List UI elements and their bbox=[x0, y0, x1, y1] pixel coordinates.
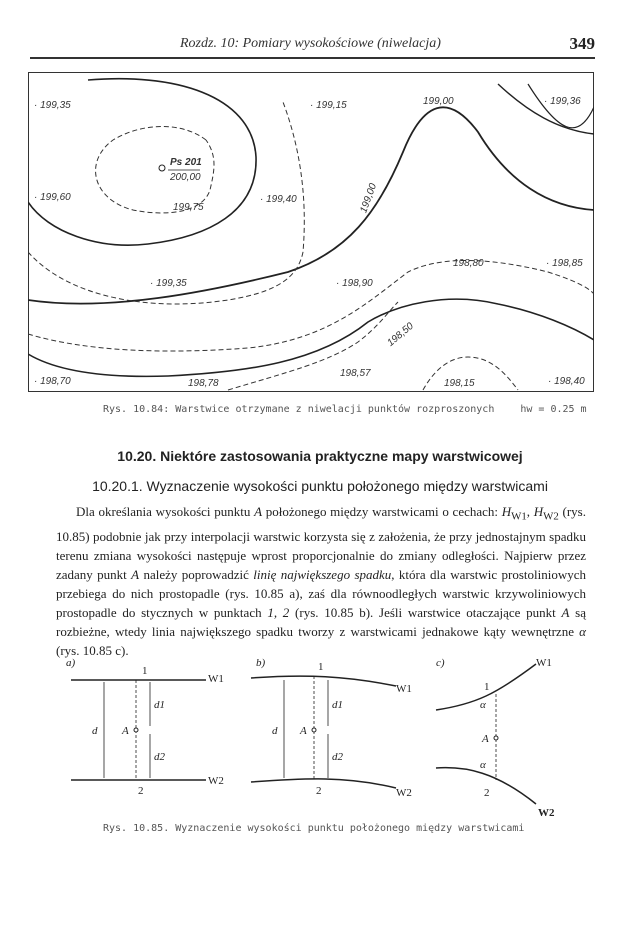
map-label: 198,50 bbox=[385, 320, 416, 349]
figure-caption: Rys. 10.85. Wyznaczenie wysokości punktu położonego między warstwicami bbox=[103, 823, 525, 834]
map-label: · 199,35 bbox=[150, 278, 187, 289]
page-number: 349 bbox=[569, 34, 595, 53]
body-text bbox=[56, 502, 586, 660]
map-label: 200,00 bbox=[170, 172, 201, 183]
subsection-heading: 10.20.1. Wyznaczenie wysokości punktu położonego między warstwicami bbox=[92, 478, 548, 494]
running-title: Rozdz. 10: Pomiary wysokościowe (niwelacja) bbox=[180, 36, 441, 51]
header-rule bbox=[30, 57, 595, 59]
map-label: Ps 201 bbox=[170, 157, 202, 168]
b-d2: d2 bbox=[332, 751, 343, 763]
a-d2: d2 bbox=[154, 751, 165, 763]
map-caption-interval: hw = 0.25 m bbox=[520, 404, 587, 415]
map-label: 198,80 bbox=[453, 258, 484, 269]
section-heading: 10.20. Niektóre zastosowania praktyczne mapy warstwicowej bbox=[117, 448, 523, 464]
map-caption-text: Rys. 10.84: Warstwice otrzymane z niwelacji punktów rozproszonych bbox=[103, 404, 495, 415]
benchmark-ps201 bbox=[159, 165, 165, 171]
a-w1: W1 bbox=[208, 673, 224, 685]
b-d: d bbox=[272, 725, 278, 737]
a-w2: W2 bbox=[208, 775, 224, 787]
contour-map bbox=[28, 72, 594, 392]
c-p1: 1 bbox=[484, 681, 490, 693]
map-caption bbox=[103, 404, 587, 415]
map-label: · 198,70 bbox=[34, 376, 71, 387]
map-label: 199,00 bbox=[423, 96, 454, 107]
map-frame bbox=[29, 73, 594, 392]
map-label: · 198,85 bbox=[546, 258, 583, 269]
a-p1: 1 bbox=[142, 665, 148, 677]
a-pA: A bbox=[122, 725, 129, 737]
map-label: · 199,36 bbox=[544, 96, 581, 107]
a-p2: 2 bbox=[138, 785, 144, 797]
b-point-A bbox=[312, 728, 316, 732]
b-d1: d1 bbox=[332, 699, 343, 711]
map-label: · 199,15 bbox=[310, 100, 347, 111]
c-p2: 2 bbox=[484, 787, 490, 799]
a-d1: d1 bbox=[154, 699, 165, 711]
a-point-A bbox=[134, 728, 138, 732]
figure-10-85 bbox=[56, 652, 596, 822]
panel-a-label: a) bbox=[66, 657, 76, 669]
map-label: 199,00 bbox=[358, 182, 380, 215]
map-label: 198,57 bbox=[340, 368, 371, 379]
map-label: 199,75 bbox=[173, 202, 204, 213]
b-p1: 1 bbox=[318, 661, 324, 673]
contour-198-25 bbox=[228, 302, 398, 390]
c-w2: W2 bbox=[538, 807, 555, 819]
c-w1: W1 bbox=[536, 657, 552, 669]
contour-198-50 bbox=[28, 299, 594, 376]
paragraph: Dla określania wysokości punktu A położonego między warstwicami o cechach: $H_{W1}$, $H_{W2}$ (rys. 10.85) podobnie jak przy interpolacji warstwic korzysta się z założenia, że przy jednostajnym spadku terenu zmiana wysokości następuje wprost proporcjonalnie do zmiany odległości. Najpierw przez zadany punkt A należy poprowadzić linię największego spadku, która dla warstwic prostoliniowych przebiega do nich prostopadle (rys. 10.85 a), zaś dla równoodległych warstwic krzywoliniowych prostopadle do stycznych w punktach 1, 2 (rys. 10.85 b). Jeśli warstwice otaczające punkt A są rozbieżne, wtedy linia największego spadku tworzy z warstwicami jednakowe kąty wewnętrzne α (rys. 10.85 c). bbox=[56, 504, 587, 658]
map-label: · 199,35 bbox=[34, 100, 71, 111]
c-pA: A bbox=[482, 733, 489, 745]
b-p2: 2 bbox=[316, 785, 322, 797]
map-label: 198,15 bbox=[444, 378, 475, 389]
c-point-A bbox=[494, 736, 498, 740]
panel-b-label: b) bbox=[256, 657, 266, 669]
page-header bbox=[30, 36, 595, 58]
panel-c-label: c) bbox=[436, 657, 445, 669]
c-alpha-top: α bbox=[480, 699, 486, 711]
c-alpha-bot: α bbox=[480, 759, 486, 771]
b-w1-curve bbox=[251, 676, 396, 686]
map-label: · 198,90 bbox=[336, 278, 373, 289]
b-w1: W1 bbox=[396, 683, 412, 695]
map-label: · 198,40 bbox=[548, 376, 585, 387]
map-label: · 199,60 bbox=[34, 192, 71, 203]
a-d: d bbox=[92, 725, 98, 737]
map-label: 198,78 bbox=[188, 378, 219, 389]
map-label: · 199,40 bbox=[260, 194, 297, 205]
b-w2: W2 bbox=[396, 787, 412, 799]
contour-199-00 bbox=[28, 107, 594, 303]
b-w2-curve bbox=[251, 779, 396, 788]
b-pA: A bbox=[300, 725, 307, 737]
